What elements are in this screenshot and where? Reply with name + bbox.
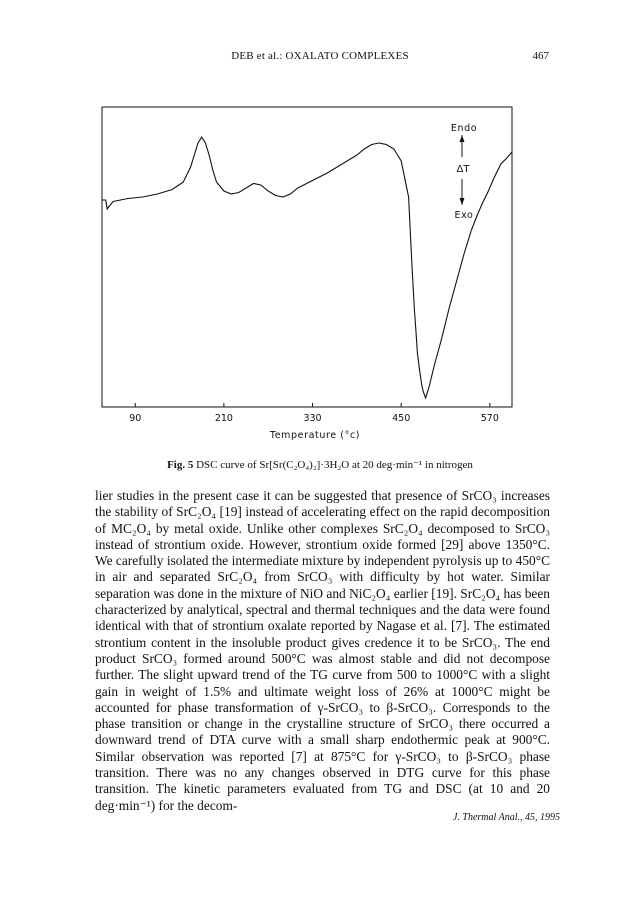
running-head: [0, 50, 624, 66]
x-tick-label: 330: [303, 413, 322, 424]
plot-frame: [102, 107, 512, 407]
x-tick-label: 450: [392, 413, 411, 424]
journal-footer: J. Thermal Anal., 45, 1995: [452, 812, 560, 823]
dsc-chart: [100, 105, 520, 445]
endo-arrow: [460, 135, 465, 157]
delta-t-label: ΔT: [456, 164, 470, 175]
dsc-curve: [102, 137, 512, 398]
x-tick-label: 570: [480, 413, 499, 424]
endo-label: Endo: [450, 123, 478, 134]
caption-text: DSC curve of Sr[Sr(C₂O₄)₂]·3H₂O at 20 deg·min⁻¹ in nitrogen: [196, 459, 473, 471]
x-tick-label: 210: [214, 413, 233, 424]
dsc-figure: [100, 105, 520, 445]
body-paragraph: lier studies in the present case it can be suggested that presence of SrCO₃ increases the stability of SrC₂O₄ [19] instead of accelerating effect on the rapid decomposition of MC₂O₄ by metal oxide. Unlike other complexes SrC₂O₄ decomposed to SrCO₃ instead of strontium oxide. However, strontium oxide formed [29] above 1350°C. We carefully isolated the intermediate mixture by independent pyrolysis up to 450°C in air and separated SrC₂O₄ from SrCO₃ with difficulty by hot water. Similar separation was done in the mixture of NiO and NiC₂O₄ earlier [19]. SrC₂O₄ has been characterized by analytical, spectral and thermal techniques and the data were found identical with that of strontium oxalate reported by Nagase et al. [7]. The estimated strontium content in the insoluble product gives credence it to be SrCO₃. The end product SrCO₃ formed around 500°C was almost stable and did not decompose further. The slight upward trend of the TG curve from 500 to 1000°C with a slight gain in weight of 1.5% and ultimate weight loss of 26% at 1000°C might be accounted for phase transformation of γ-SrCO₃ to β-SrCO₃. Corresponds to the phase transition or change in the crystalline structure of SrCO₃ there occurred a downward trend of DTA curve with a small sharp endothermic peak at 900°C. Similar observation was reported [7] at 875°C for γ-SrCO₃ to β-SrCO₃ phase transition. There was no any changes observed in DTG curve for this phase transition. The kinetic parameters evaluated from TG and DSC (at 10 and 20 deg·min⁻¹) for the decom-: [95, 488, 550, 813]
running-title: DEB et al.: OXALATO COMPLEXES: [231, 50, 409, 62]
exo-arrow: [460, 179, 465, 205]
x-tick-label: 90: [129, 413, 142, 424]
x-axis-label: Temperature (°c): [269, 430, 361, 441]
figure-label: Fig. 5: [167, 459, 194, 471]
exo-label: Exo: [454, 210, 474, 221]
page-number: 467: [532, 50, 549, 62]
x-ticks: [129, 403, 499, 424]
figure-caption: [90, 458, 550, 471]
